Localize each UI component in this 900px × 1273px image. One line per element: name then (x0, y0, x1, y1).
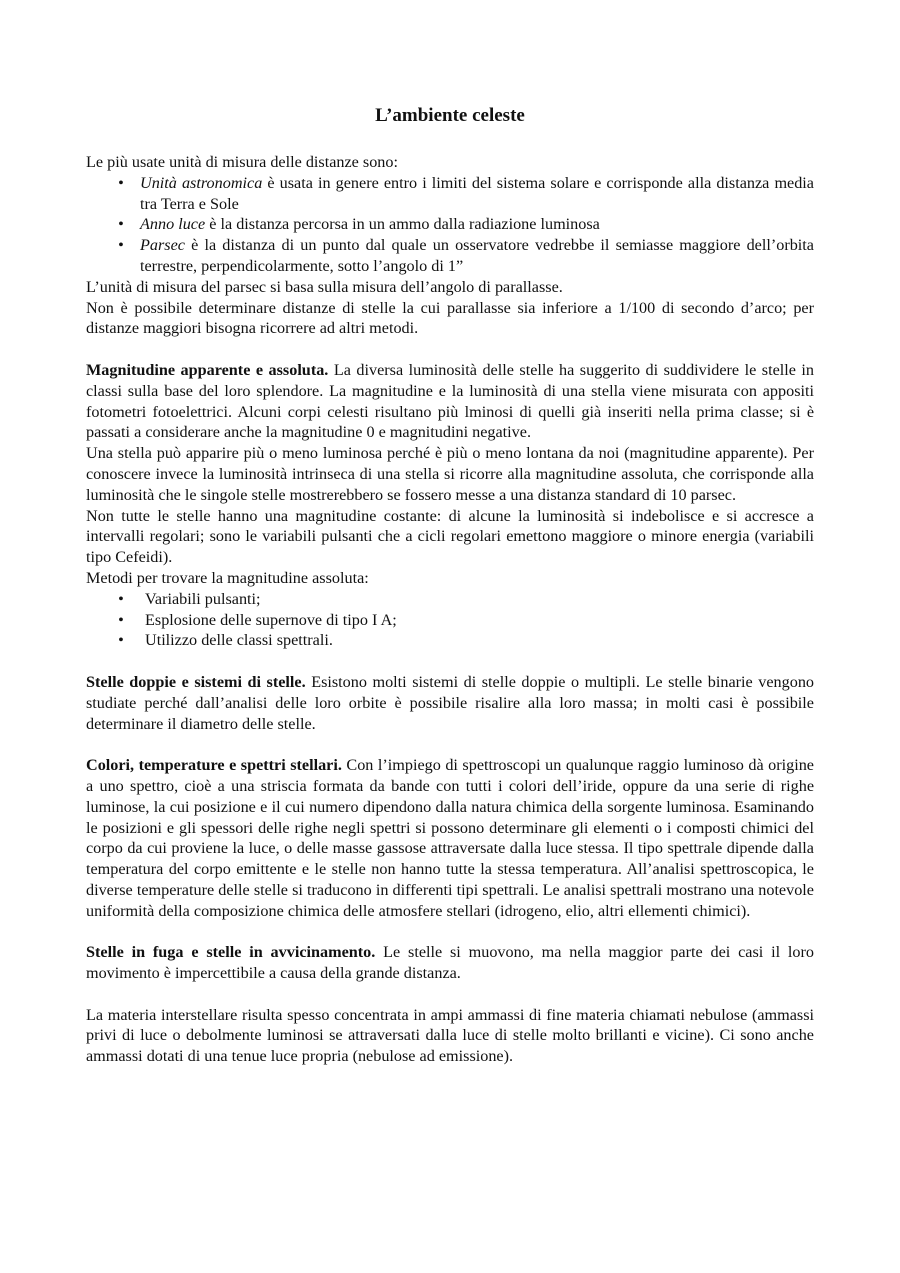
section-heading: Colori, temperature e spettri stellari. (86, 756, 342, 775)
unit-term: Parsec (140, 236, 185, 255)
motion-paragraph (86, 942, 814, 984)
units-list (86, 173, 814, 277)
bullet-icon: • (118, 173, 124, 192)
unit-term: Unità astronomica (140, 173, 263, 192)
document-page (86, 104, 814, 1067)
units-intro: Le più usate unità di misura delle distanze sono: (86, 153, 398, 171)
bullet-icon: • (118, 610, 124, 629)
bullet-icon: • (118, 236, 124, 255)
list-item: • Esplosione delle supernove di tipo I A; (86, 610, 814, 631)
section-heading: Stelle in fuga e stelle in avvicinamento. (86, 943, 376, 962)
interstellar-paragraph: La materia interstellare risulta spesso concentrata in ampi ammassi di fine materia chiamati nebulose (ammassi privi di luce o debolmente luminosi se attraversati dalla luce di stelle molto brillanti e vicine). Ci sono anche ammassi dotati di una tenue luce propria (nebulose ad emissione). (86, 1005, 814, 1066)
double-stars-paragraph (86, 672, 814, 734)
unit-term: Anno luce (140, 215, 206, 234)
paragraph-text: Con l’impiego di spettroscopi un qualunque raggio luminoso dà origine a uno spettro, cioè a una striscia formata da bande con tutti i colori dell’iride, oppure da una serie di righe luminose, la cui posizione e il cui numero dipendono dalla natura chimica della sorgente luminosa. Esaminando le posizioni e gli spessori delle righe negli spettri si possono determinare gli elementi o i composti chimici del corpo da cui proviene la luce, o delle masse gassose attraversate dalla luce stessa. Il tipo spettrale dipende dalla temperatura del corpo emittente e le stelle non hanno tutte la stessa temperatura. All’analisi spettroscopica, le diverse temperature delle stelle si traducono in differenti tipi spettrali. Le analisi spettrali mostrano una notevole uniformità della composizione chimica delle atmosfere stellari (idrogeno, elio, altri ellementi chimici). (86, 756, 814, 920)
magnitude-paragraph-2: Una stella può apparire più o meno luminosa perché è più o meno lontana da noi (magnitudine apparente). Per conoscere invece la luminosità intrinseca di una stella si ricorre alla magnitudine assoluta, che corrisponde alla luminosità che le singole stelle mostrerebbero se fossero messe a una distanza standard di 10 parsec. (86, 444, 814, 504)
methods-intro: Metodi per trovare la magnitudine assoluta: (86, 568, 369, 587)
unit-text: è usata in genere entro i limiti del sistema solare e corrisponde alla distanza media tra Terra e Sole (140, 173, 814, 213)
section-heading: Magnitudine apparente e assoluta. (86, 360, 329, 379)
list-item (86, 235, 814, 277)
list-item: • Utilizzo delle classi spettrali. (86, 630, 814, 651)
methods-list (86, 589, 814, 651)
paragraph-text: Esistono molti sistemi di stelle doppie o multipli. Le stelle binarie vengono studiate perché dall’analisi delle loro orbite è possibile risalire alla loro massa; in molti casi è possibile determinare il diametro delle stelle. (86, 672, 815, 733)
bullet-icon: • (118, 589, 124, 608)
paragraph-text: Le stelle si muovono, ma nella maggior parte dei casi il loro movimento è impercettibile a causa della grande distanza. (86, 943, 814, 983)
list-item (86, 173, 814, 215)
bullet-icon: • (118, 215, 124, 234)
list-item: • Variabili pulsanti; (86, 589, 814, 610)
page-title: L’ambiente celeste (375, 105, 525, 126)
magnitude-paragraph (86, 360, 814, 443)
bullet-icon: • (118, 631, 124, 650)
unit-text: è la distanza di un punto dal quale un osservatore vedrebbe il semiasse maggiore dell’orbita terrestre, perpendicolarmente, sotto l’angolo di 1” (140, 236, 814, 275)
list-item (86, 214, 814, 235)
magnitude-paragraph-3: Non tutte le stelle hanno una magnitudine costante: di alcune la luminosità si indebolisce e si accresce a intervalli regolari; sono le variabili pulsanti che a cicli regolari emettono maggiore o minore energia (variabili tipo Cefeidi). (86, 506, 814, 567)
paragraph-text: La diversa luminosità delle stelle ha suggerito di suddividere le stelle in classi sulla base del loro splendore. La magnitudine e la luminosità di una stella viene misurata con appositi fotometri fotoelettrici. Alcuni corpi celesti risultano più lminosi di quelli già inseriti nella prima classe; si è passati a considerare anche la magnitudine 0 e magnitudini negative. (86, 360, 815, 442)
parallax-note: Non è possibile determinare distanze di stelle la cui parallasse sia inferiore a 1/100 di secondo d’arco; per distanze maggiori bisogna ricorrere ad altri metodi. (86, 298, 814, 338)
unit-text: è la distanza percorsa in un ammo dalla radiazione luminosa (205, 215, 600, 234)
parsec-note: L’unità di misura del parsec si basa sulla misura dell’angolo di parallasse. (86, 277, 563, 296)
section-heading: Stelle doppie e sistemi di stelle. (86, 672, 306, 691)
spectra-paragraph (86, 755, 814, 921)
